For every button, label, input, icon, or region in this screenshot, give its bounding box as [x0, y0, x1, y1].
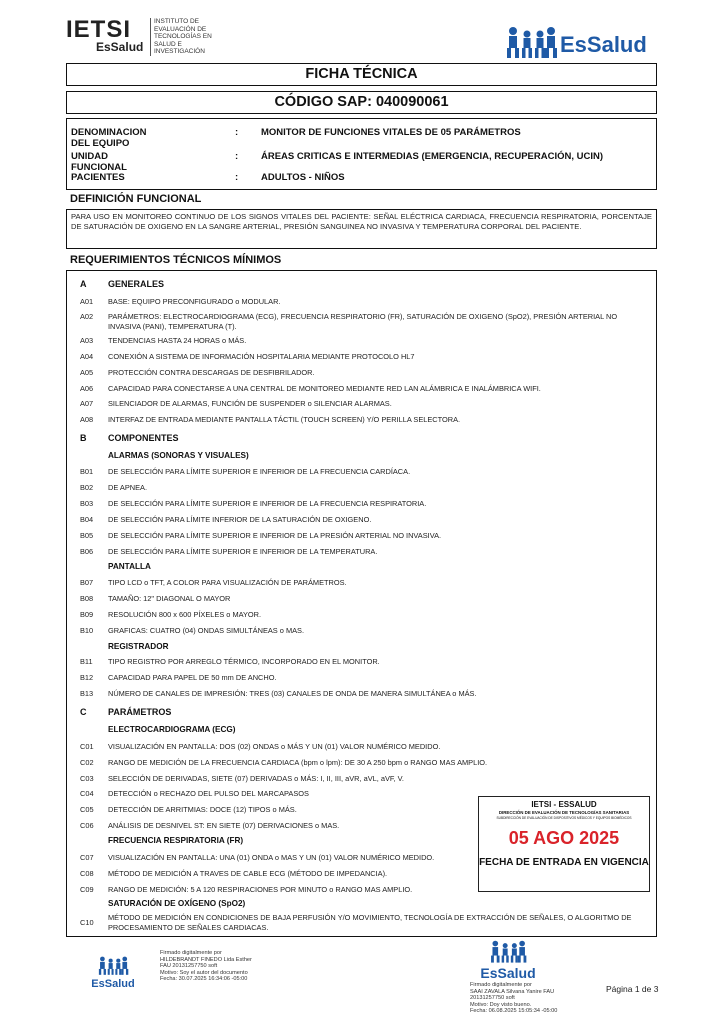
footer-logo-center: [472, 940, 544, 982]
codigo-sap: CÓDIGO SAP: 040090061: [274, 94, 449, 110]
sub-registrador: REGISTRADOR: [108, 642, 169, 651]
signature-2: Firmado digitalmente por SAAI ZAVALA Silvana Yanire FAU 20131257750 soft Motivo: Doy visto bueno. Fecha: 06.08.2025 15:05:34 -05:00: [470, 982, 558, 1015]
stamp-label: FECHA DE ENTRADA EN VIGENCIA: [479, 857, 649, 868]
sub-pantalla: PANTALLA: [108, 562, 151, 571]
definicion-text: PARA USO EN MONITOREO CONTINUO DE LOS SIGNOS VITALES DEL PACIENTE: SEÑAL ELÉCTRICA CARDIACA, FRECUENCIA RESPIRATORIA, PORCENTAJE DE SATURACIÓN DE OXIGENO EN LA SANGRE ARTERIAL, PRESIÓN SANGUINEA NO INVASIVA Y TEMPERATURA CORPORAL DEL PACIENTE.: [71, 212, 652, 231]
essalud-logo-text: EsSalud: [560, 32, 647, 57]
requerimientos-heading: REQUERIMIENTOS TÉCNICOS MÍNIMOS: [70, 254, 282, 266]
sub-alarmas: ALARMAS (SONORAS Y VISUALES): [108, 451, 249, 460]
family-icon: [97, 956, 129, 976]
info-box: DENOMINACION DEL EQUIPO : MONITOR DE FUNCIONES VITALES DE 05 PARÁMETROS UNIDAD FUNCIONAL : ÁREAS CRITICAS E INTERMEDIAS (EMERGENCIA, RECUPERACIÓN, UCIN) PACIENTES : ADULTOS - NIÑOS: [66, 118, 657, 190]
stamp-subdept: SUBDIRECCIÓN DE EVALUACIÓN DE DISPOSITIVOS MÉDICOS Y EQUIPOS BIOMÉDICOS: [496, 816, 632, 820]
ietsi-institute: INSTITUTO DE EVALUACIÓN DE TECNOLOGÍAS EN SALUD E INVESTIGACIÓN: [154, 18, 212, 55]
footer-logo-left-text: EsSalud: [91, 978, 135, 990]
ietsi-logo-text: IETSI: [66, 16, 132, 43]
footer-logo-left: [88, 956, 138, 992]
sub-ecg: ELECTROCARDIOGRAMA (ECG): [108, 725, 236, 734]
stamp-org: IETSI - ESSALUD: [531, 800, 597, 809]
ietsi-sub: EsSalud: [96, 40, 144, 54]
ficha-title: FICHA TÉCNICA: [305, 66, 418, 82]
stamp-date: 05 AGO 2025: [508, 828, 620, 848]
stamp-dept: DIRECCIÓN DE EVALUACIÓN DE TECNOLOGÍAS SANITARIAS: [498, 810, 630, 815]
sub-fr: FRECUENCIA RESPIRATORIA (FR): [108, 836, 244, 845]
req-content: A GENERALES A01 BASE: EQUIPO PRECONFIGURADO o MODULAR. A02 PARÁMETROS: ELECTROCARDIOGRAMA (ECG), FRECUENCIA RESPIRATORIO (FR), SATURACIÓN DE OXIGENO (SpO2), PRESIÓN ARTERIAL NO INVASIVA (PANI), TEMPERATURA (T). A03 TENDENCIAS HASTA 24 HORAS o MÁS. A04 CONEXIÓN A SISTEMA DE INFORMACIÓN HOSPITALARIA MEDIANTE PROTOCOLO HL7 A05 PROTECCIÓN CONTRA DESCARGAS DE DESFIBRILADOR. A06 CAPACIDAD PARA CONECTARSE A UNA CENTRAL DE MONITOREO MEDIANTE RED LAN ALÁMBRICA E INALÁMBRICA WIFI. A07 SILENCIADOR DE ALARMAS, FUNCIÓN DE SUSPENDER o SILENCIAR ALARMAS. A08 INTERFAZ DE ENTRADA MEDIANTE PANTALLA TÁCTIL (TOUCH SCREEN) Y/O PERILLA SELECTORA. B COMPONENTES ALARMAS (SONORAS Y VISUALES) B01 DE SELECCIÓN PARA LÍMITE SUPERIOR E INFERIOR DE LA FRECUENCIA CARDÍACA. B02 DE APNEA. B03 DE SELECCIÓN PARA LÍMITE SUPERIOR E INFERIOR DE LA FRECUENCIA RESPIRATORIA. B04 DE SELECCIÓN PARA LÍMITE INFERIOR DE LA SATURACIÓN DE OXIGENO. B05 DE SELECCIÓN PARA LÍMITE SUPERIOR E INFERIOR DE LA PRESIÓN ARTERIAL NO INVASIVA. B06 DE SELECCIÓN PARA LÍMITE SUPERIOR E INFERIOR DE LA TEMPERATURA. PANTALLA B07 TIPO LCD o TFT, A COLOR PARA VISUALIZACIÓN DE PARÁMETROS. B08 TAMAÑO: 12" DIAGONAL O MAYOR B09 RESOLUCIÓN 800 x 600 PÍXELES o MAYOR. B10 GRAFICAS: CUATRO (04) ONDAS SIMULTÁNEAS o MAS. REGISTRADOR B11 TIPO REGISTRO POR ARREGLO TÉRMICO, INCORPORADO EN EL MONITOR. B12 CAPACIDAD PARA PAPEL DE 50 mm DE ANCHO. B13 NÚMERO DE CANALES DE IMPRESIÓN: TRES (03) CANALES DE ONDA DE MANERA SIMULTÁNEA o MÁS. C PARÁMETROS ELECTROCARDIOGRAMA (ECG) C01 VISUALIZACIÓN EN PANTALLA: DOS (02) ONDAS o MÁS Y UN (01) VALOR NUMÉRICO MEDIDO. C02 RANGO DE MEDICIÓN DE LA FRECUENCIA CARDIACA (bpm o lpm): DE 30 A 250 bpm o RANGO MAS AMPLIO. C03 SELECCIÓN DE DERIVADAS, SIETE (07) DERIVADAS o MÁS: I, II, III, aVR, aVL, aVF, V. C04 DETECCIÓN o RECHAZO DEL PULSO DEL MARCAPASOS C05 DETECCIÓN DE ARRITMIAS: DOCE (12) TIPOS o MÁS. C06 ANÁLISIS DE DESNIVEL ST: EN SIETE (07) DERIVACIONES o MAS. FRECUENCIA RESPIRATORIA (FR) C07 VISUALIZACIÓN EN PANTALLA: UNA (01) ONDA o MAS Y UN (01) VALOR NUMÉRICO MEDIDO. C08 MÉTODO DE MEDICIÓN A TRAVES DE CABLE ECG (MÉTODO DE IMPEDANCIA). C09 RANGO DE MEDICIÓN: 5 A 120 RESPIRACIONES POR MINUTO o RANGO MAS AMPLIO. SATURACIÓN DE OXÍGENO (SpO2) C10 MÉTODO DE MEDICIÓN EN CONDICIONES DE BAJA PERFUSIÓN Y/O MOVIMIENTO, TECNOLOGÍA DE EXTRACCIÓN DE SEÑALES, O ALGORITMO DE PROCESAMIENTO DE SEÑALES CARDIACAS.: [80, 279, 632, 932]
page-number: Página 1 de 3: [606, 984, 659, 994]
sub-spo2: SATURACIÓN DE OXÍGENO (SpO2): [108, 899, 246, 908]
family-icon: [488, 940, 528, 964]
footer-logo-center-text: EsSalud: [480, 965, 536, 981]
signature-1: Firmado digitalmente por HILDEBRANDT FINEDO Lida Esther FAU 20131257750 soft Motivo: Soy el autor del documento Fecha: 30.07.2025 16:34:06 -05:00: [160, 950, 252, 983]
definicion-heading: DEFINICIÓN FUNCIONAL: [70, 193, 202, 205]
vigencia-stamp: [478, 796, 650, 892]
